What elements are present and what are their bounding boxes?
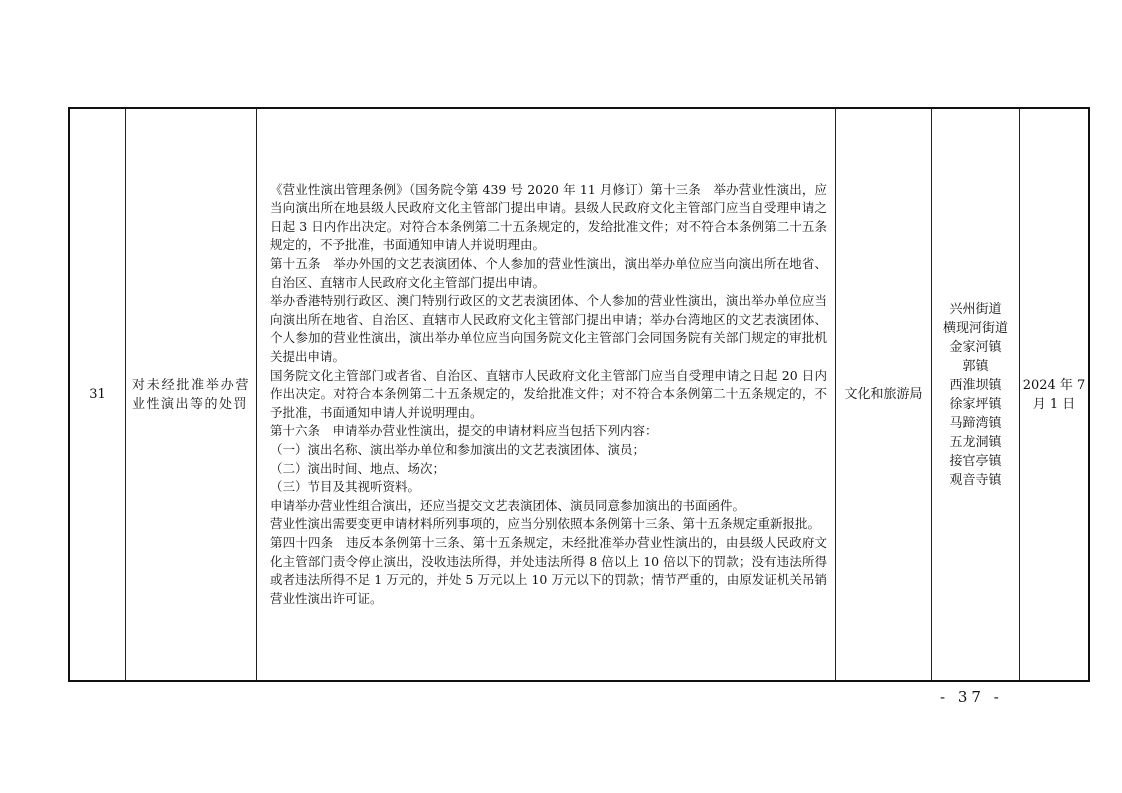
area-name: 五龙洞镇 — [949, 434, 1002, 450]
basis-paragraph: 国务院文化主管部门或者省、自治区、直辖市人民政府文化主管部门应当自受理申请之日起 20 日内作出决定。对符合本条例第二十五条规定的，发给批准文件；对不符合本条例第二十五条规定的，不予批准，书面通知申请人并说明理由。 — [270, 367, 827, 420]
area-name: 郭镇 — [962, 358, 989, 374]
basis-paragraph: 申请举办营业性组合演出，还应当提交文艺表演团体、演员同意参加演出的书面函件。 — [270, 497, 746, 513]
area-name: 接官亭镇 — [949, 453, 1002, 469]
basis-paragraph: 营业性演出需要变更申请材料所列事项的，应当分别依照本条例第十三条、第十五条规定重新报批。 — [270, 516, 821, 532]
responsible-department: 文化和旅游局 — [836, 108, 932, 681]
regulation-table — [68, 107, 1090, 682]
basis-paragraph: 第十五条 举办外国的文艺表演团体、个人参加的营业性演出，演出举办单位应当向演出所在地省、自治区、直辖市人民政府文化主管部门提出申请。 — [270, 256, 827, 290]
page-number: - 37 - — [940, 688, 1003, 706]
row-number: 31 — [69, 108, 126, 681]
area-name: 观音寺镇 — [949, 472, 1002, 488]
basis-paragraph: （三）节目及其视听资料。 — [270, 479, 421, 495]
area-name: 徐家坪镇 — [949, 396, 1002, 412]
area-name: 马蹄湾镇 — [949, 415, 1002, 431]
basis-paragraph: 《营业性演出管理条例》（国务院令第 439 号 2020 年 11 月修订）第十三条 举办营业性演出，应当向演出所在地县级人民政府文化主管部门提出申请。县级人民政府文化主管部门应当自受理申请之日起 3 日内作出决定。对符合本条例第二十五条规定的，发给批准文件；对不符合本条例第二十五条规定的，不予批准，书面通知申请人并说明理由。 — [270, 181, 827, 253]
basis-paragraph: （二）演出时间、地点、场次； — [270, 460, 446, 476]
area-name: 兴州街道 — [949, 301, 1002, 317]
table-row — [69, 108, 1089, 681]
basis-paragraph: 第十六条 申请举办营业性演出，提交的申请材料应当包括下列内容： — [270, 423, 658, 439]
jurisdiction-areas — [932, 108, 1020, 681]
area-name: 横现河街道 — [942, 320, 1008, 336]
basis-paragraph: （一）演出名称、演出举办单位和参加演出的文艺表演团体、演员； — [270, 441, 646, 457]
basis-paragraph: 第四十四条 违反本条例第十三条、第十五条规定，未经批准举办营业性演出的，由县级人民政府文化主管部门责令停止演出，没收违法所得，并处违法所得 8 倍以上 10 倍以下的罚款；没有违法所得或者违法所得不足 1 万元的，并处 5 万元以上 10 万元以下的罚款；情节严重的，由原发证机关吊销营业性演出许可证。 — [270, 534, 827, 606]
basis-paragraph: 举办香港特别行政区、澳门特别行政区的文艺表演团体、个人参加的营业性演出，演出举办单位应当向演出所在地省、自治区、直辖市人民政府文化主管部门提出申请；举办台湾地区的文艺表演团体、个人参加的营业性演出，演出举办单位应当向国务院文化主管部门会同国务院有关部门规定的审批机关提出申请。 — [270, 293, 827, 365]
penalty-item: 对未经批准举办营业性演出等的处罚 — [126, 108, 257, 681]
effective-date: 2024 年 7 月 1 日 — [1020, 108, 1090, 681]
legal-basis — [257, 108, 836, 681]
area-name: 金家河镇 — [949, 339, 1002, 355]
area-name: 西淮坝镇 — [949, 377, 1002, 393]
